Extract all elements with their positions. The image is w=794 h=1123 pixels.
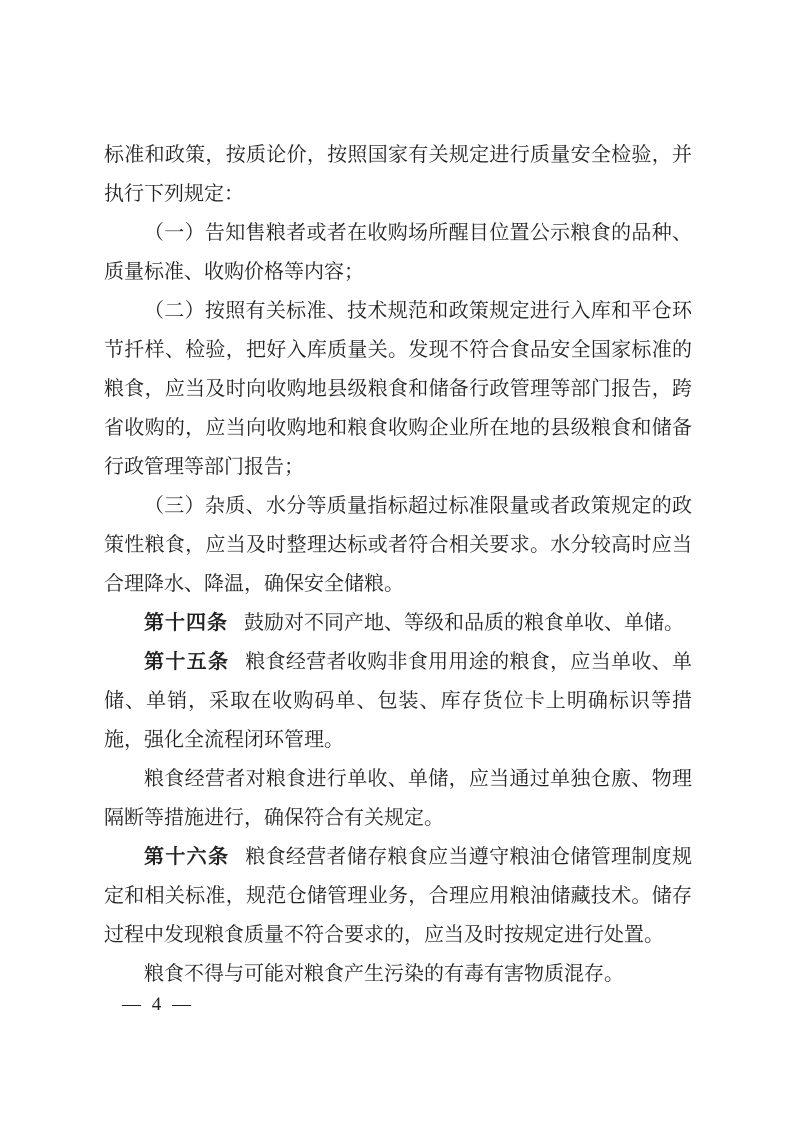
- paragraph-continuation: [104, 136, 692, 214]
- paragraph-article-14: [104, 604, 692, 643]
- paragraph-item-2-text: （二）按照有关标准、技术规范和政策规定进行入库和平仓环节扦样、检验，把好入库质量关。发现不符合食品安全国家标准的粮食，应当及时向收购地县级粮食和储备行政管理等部门报告，跨省收购的，应当向收购地和粮食收购企业所在地的县级粮食和储备行政管理等部门报告；: [104, 300, 692, 478]
- paragraph-article-16-sub: [104, 955, 692, 994]
- document-body: [104, 136, 692, 994]
- paragraph-item-1-text: （一）告知售粮者或者在收购场所醒目位置公示粮食的品种、质量标准、收购价格等内容；: [104, 222, 692, 283]
- paragraph-article-15: [104, 643, 692, 760]
- article-16-heading: 第十六条: [144, 846, 230, 868]
- page-number: — 4 —: [122, 994, 194, 1015]
- paragraph-item-3: [104, 487, 692, 604]
- article-14-heading: 第十四条: [144, 612, 228, 634]
- paragraph-article-15-sub-text: 粮食经营者对粮食进行单收、单储，应当通过单独仓廒、物理隔断等措施进行，确保符合有关规定。: [104, 768, 692, 829]
- paragraph-article-16-sub-text: 粮食不得与可能对粮食产生污染的有毒有害物质混存。: [144, 963, 624, 985]
- article-16-text: 粮食经营者储存粮食应当遵守粮油仓储管理制度规定和相关标准，规范仓储管理业务，合理应用粮油储藏技术。储存过程中发现粮食质量不符合要求的，应当及时按规定进行处置。: [104, 846, 693, 946]
- paragraph-item-3-text: （三）杂质、水分等质量指标超过标准限量或者政策规定的政策性粮食，应当及时整理达标或者符合相关要求。水分较高时应当合理降水、降温，确保安全储粮。: [104, 495, 692, 595]
- paragraph-item-2: [104, 292, 692, 487]
- article-14-text: 鼓励对不同产地、等级和品质的粮食单收、单储。: [244, 612, 684, 634]
- article-15-heading: 第十五条: [144, 651, 230, 673]
- paragraph-item-1: [104, 214, 692, 292]
- article-15-text: 粮食经营者收购非食用用途的粮食，应当单收、单储、单销，采取在收购码单、包装、库存货位卡上明确标识等措施，强化全流程闭环管理。: [104, 651, 693, 751]
- paragraph-continuation-text: 标准和政策，按质论价，按照国家有关规定进行质量安全检验，并执行下列规定：: [104, 144, 692, 205]
- paragraph-article-15-sub: [104, 760, 692, 838]
- paragraph-article-16: [104, 838, 692, 955]
